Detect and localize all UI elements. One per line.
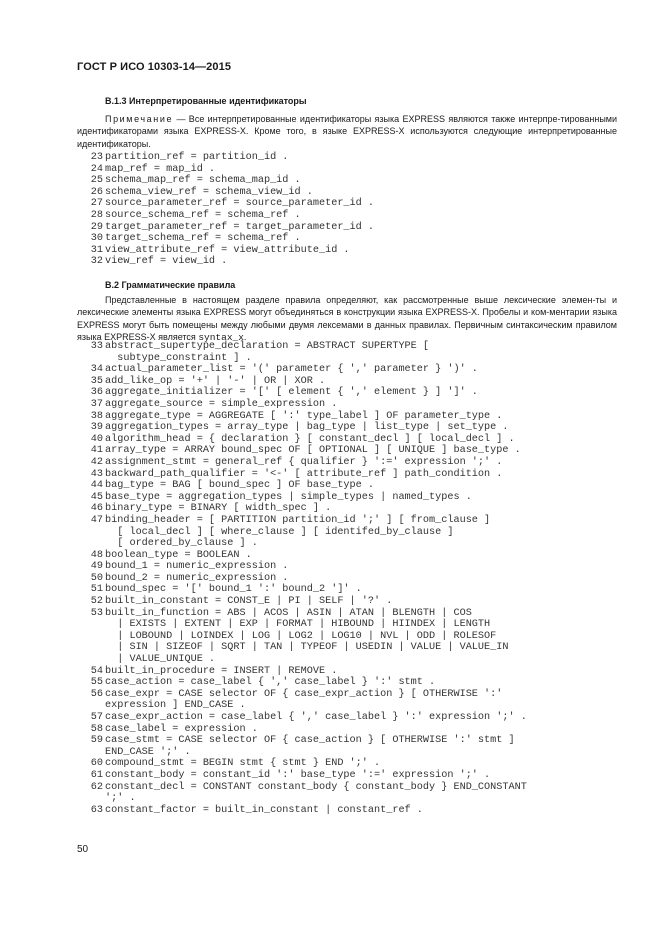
rule-number: 39 [90, 422, 103, 434]
rule-text: view_ref = view_id . [105, 256, 228, 268]
grammar-rule-line [80, 503, 527, 515]
grammar-rule-line [80, 152, 374, 164]
rule-text: expression ] END_CASE . [105, 700, 246, 712]
rule-text: bound_1 = numeric_expression . [105, 561, 289, 573]
rule-text: ';' . [105, 793, 136, 805]
rule-text: bag_type = BAG [ bound_spec ] OF base_type . [105, 480, 374, 492]
rule-text: target_parameter_ref = target_parameter_id . [105, 221, 374, 233]
rule-text: constant_factor = built_in_constant | constant_ref . [105, 804, 423, 816]
rule-number: 57 [90, 712, 103, 723]
rule-number [80, 538, 105, 550]
grammar-rule-line [80, 631, 527, 643]
grammar-rule-line [80, 735, 527, 747]
rule-text: aggregate_type = AGGREGATE [ ':' type_label ] OF parameter_type . [105, 410, 503, 422]
note-paragraph [77, 113, 617, 150]
rule-number: 63 [90, 804, 103, 816]
rule-text: built_in_constant = CONST_E | PI | SELF | '?' . [105, 596, 393, 608]
rule-number: 51 [90, 584, 103, 596]
grammar-rule-line [80, 175, 374, 187]
rule-number [80, 654, 105, 666]
grammar-rule-line [80, 480, 527, 492]
rule-number [80, 619, 105, 631]
rule-number [80, 747, 105, 759]
document-header: ГОСТ Р ИСО 10303-14—2015 [77, 61, 232, 73]
grammar-rule-line [80, 492, 527, 504]
rule-number: 46 [90, 503, 103, 515]
rule-number: 25 [90, 175, 103, 187]
rule-text: END_CASE ';' . [105, 746, 191, 758]
rule-text: binding_header = [ PARTITION partition_id ';' ] [ from_clause ] [105, 514, 491, 526]
grammar-rule-line [80, 561, 527, 573]
rule-number: 47 [90, 514, 103, 526]
rule-text: constant_body = constant_id ':' base_type ':=' expression ';' . [105, 769, 491, 781]
grammar-rule-line [80, 666, 527, 678]
grammar-rule-line [80, 341, 527, 353]
rule-text: built_in_function = ABS | ACOS | ASIN | ATAN | BLENGTH | COS [105, 607, 472, 619]
rule-text: view_attribute_ref = view_attribute_id . [105, 244, 350, 256]
rule-text: [ local_decl ] [ where_clause ] [ identifed_by_clause ] [105, 526, 454, 538]
grammar-rule-line [80, 538, 527, 550]
rule-number: 24 [90, 163, 103, 175]
rule-number: 41 [90, 445, 103, 457]
rule-number: 30 [90, 233, 103, 245]
rule-text: assignment_stmt = general_ref { qualifier } ':=' expression ';' . [105, 456, 503, 468]
rule-text: compound_stmt = BEGIN stmt { stmt } END ';' . [105, 758, 381, 770]
rule-number: 48 [90, 549, 103, 561]
rule-number [80, 631, 105, 643]
rule-number: 59 [90, 735, 103, 747]
grammar-rule-line [80, 758, 527, 770]
rule-text: algorithm_head = { declaration } [ constant_decl ] [ local_decl ] . [105, 433, 515, 445]
grammar-rule-line [80, 515, 527, 527]
rule-text: case_label = expression . [105, 723, 258, 735]
rule-number: 29 [90, 221, 103, 233]
grammar-rule-line [80, 642, 527, 654]
rule-text: schema_map_ref = schema_map_id . [105, 175, 301, 187]
rule-text: boolean_type = BOOLEAN . [105, 549, 252, 561]
grammar-rule-line [80, 457, 527, 469]
rule-number: 52 [90, 596, 103, 608]
grammar-intro-text: Представленные в настоящем разделе правила определяют, как рассмотренные выше лексические элемен-ты и лексические элементы языка EXPRESS могут объединяться в конструкции языка EXPRESS-X. Пробелы и ком-ментарии языка EXPRESS могут быть помещены между любыми двумя лексемами в данных правилах. Первичным синтаксическим правилом языка EXPRESS-X является [77, 295, 617, 343]
rule-number: 31 [90, 244, 103, 256]
rule-number: 58 [90, 723, 103, 735]
grammar-intro-code: syntax_x [198, 332, 244, 344]
rule-number: 44 [90, 480, 103, 492]
rule-number: 32 [90, 256, 103, 268]
grammar-rule-line [80, 619, 527, 631]
grammar-rule-line [80, 700, 527, 712]
grammar-intro-end: . [243, 332, 247, 343]
rule-text: partition_ref = partition_id . [105, 152, 289, 163]
rule-number: 23 [90, 152, 103, 163]
rule-text: backward_path_qualifier = '<-' [ attribute_ref ] path_condition . [105, 468, 503, 480]
grammar-intro-paragraph [77, 294, 617, 345]
rule-number: 49 [90, 561, 103, 573]
grammar-rule-line [80, 608, 527, 620]
grammar-rule-line [80, 573, 527, 585]
rule-number: 33 [90, 341, 103, 352]
rule-number: 54 [90, 665, 103, 677]
grammar-rule-line [80, 654, 527, 666]
grammar-rule-line [80, 596, 527, 608]
rule-text: bound_spec = '[' bound_1 ':' bound_2 ']' . [105, 584, 362, 596]
rule-text: subtype_constraint ] . [105, 352, 252, 364]
rule-number: 43 [90, 468, 103, 480]
grammar-rule-line [80, 805, 527, 817]
rule-number [80, 353, 105, 365]
rule-number: 36 [90, 387, 103, 399]
rule-text: case_expr = CASE selector OF { case_expr_action } [ OTHERWISE ':' [105, 688, 503, 700]
page-number: 50 [77, 844, 89, 855]
rule-text: array_type = ARRAY bound_spec OF [ OPTIONAL ] [ UNIQUE ] base_type . [105, 445, 521, 457]
rule-number: 34 [90, 364, 103, 376]
rule-number: 61 [90, 769, 103, 781]
rule-number: 35 [90, 375, 103, 387]
rule-text: map_ref = map_id . [105, 163, 216, 175]
grammar-rule-line [80, 387, 527, 399]
rule-number: 28 [90, 209, 103, 221]
grammar-rule-line [80, 747, 527, 759]
grammar-rule-line [80, 198, 374, 210]
grammar-rule-line [80, 399, 527, 411]
grammar-rule-line [80, 712, 527, 724]
rule-number [80, 527, 105, 539]
rule-number: 45 [90, 491, 103, 503]
grammar-rule-line [80, 164, 374, 176]
rule-number: 60 [90, 758, 103, 770]
rule-text: aggregation_types = array_type | bag_type | list_type | set_type . [105, 422, 509, 434]
grammar-rule-line [80, 233, 374, 245]
grammar-rule-line [80, 434, 527, 446]
grammar-rule-line [80, 376, 527, 388]
grammar-rule-line [80, 411, 527, 423]
rule-number [80, 793, 105, 805]
grammar-rule-line [80, 187, 374, 199]
rules-list-b [80, 341, 527, 816]
rule-text: bound_2 = numeric_expression . [105, 572, 289, 584]
rule-text: aggregate_initializer = '[' [ element { ',' element } ] ']' . [105, 387, 478, 399]
rule-number [80, 642, 105, 654]
rule-number: 53 [90, 607, 103, 619]
grammar-rule-line [80, 222, 374, 234]
rule-text: actual_parameter_list = '(' parameter { ',' parameter } ')' . [105, 364, 478, 376]
rule-number: 27 [90, 198, 103, 210]
section-title-b13: В.1.3 Интерпретированные идентификаторы [105, 96, 307, 106]
grammar-rule-line [80, 527, 527, 539]
grammar-rule-line [80, 793, 527, 805]
rule-number: 40 [90, 433, 103, 445]
rule-text: case_stmt = CASE selector OF { case_action } [ OTHERWISE ':' stmt ] [105, 735, 515, 747]
rule-text: binary_type = BINARY [ width_spec ] . [105, 503, 332, 515]
rule-number: 42 [90, 456, 103, 468]
rule-text: constant_decl = CONSTANT constant_body { constant_body } END_CONSTANT [105, 781, 527, 793]
rule-number: 37 [90, 398, 103, 410]
rule-text: [ ordered_by_clause ] . [105, 538, 258, 550]
grammar-rule-line [80, 245, 374, 257]
grammar-rule-line [80, 445, 527, 457]
rule-text: built_in_procedure = INSERT | REMOVE . [105, 665, 338, 677]
rule-text: base_type = aggregation_types | simple_types | named_types . [105, 491, 472, 503]
rule-text: source_parameter_ref = source_parameter_id . [105, 198, 374, 210]
rule-text: case_expr_action = case_label { ',' case_label } ':' expression ';' . [105, 712, 527, 723]
rules-list-a [80, 152, 374, 268]
section-title-b2: В.2 Грамматические правила [105, 280, 236, 290]
rule-text: add_like_op = '+' | '-' | OR | XOR . [105, 375, 326, 387]
grammar-rule-line [80, 782, 527, 794]
rule-number: 50 [90, 572, 103, 584]
rule-number [80, 700, 105, 712]
rule-text: source_schema_ref = schema_ref . [105, 209, 301, 221]
grammar-rule-line [80, 770, 527, 782]
rule-text: aggregate_source = simple_expression . [105, 398, 338, 410]
rule-number: 55 [90, 677, 103, 689]
note-text: — Все интерпретированные идентификаторы языка EXPRESS являются также интерпре-тированными идентификаторами языка EXPRESS-X. Кроме того, в языке EXPRESS-X используются следующие интерпретированные идентификаторы. [77, 114, 617, 149]
grammar-rule-line [80, 422, 527, 434]
rule-number: 56 [90, 688, 103, 700]
rule-text: | VALUE_UNIQUE . [105, 654, 216, 666]
rule-text: | LOBOUND | LOINDEX | LOG | LOG2 | LOG10 | NVL | ODD | ROLESOF [105, 630, 497, 642]
rule-text: | EXISTS | EXTENT | EXP | FORMAT | HIBOUND | HIINDEX | LENGTH [105, 619, 491, 631]
grammar-rule-line [80, 210, 374, 222]
grammar-rule-line [80, 353, 527, 365]
rule-number: 26 [90, 186, 103, 198]
grammar-rule-line [80, 364, 527, 376]
grammar-rule-line [80, 256, 374, 268]
grammar-rule-line [80, 550, 527, 562]
rule-number: 38 [90, 410, 103, 422]
rule-text: case_action = case_label { ',' case_label } ':' stmt . [105, 677, 436, 689]
rule-number: 62 [90, 781, 103, 793]
grammar-rule-line [80, 724, 527, 736]
note-label: Примечание [105, 114, 174, 124]
rule-text: | SIN | SIZEOF | SQRT | TAN | TYPEOF | USEDIN | VALUE | VALUE_IN [105, 642, 509, 654]
rule-text: abstract_supertype_declaration = ABSTRACT SUPERTYPE [ [105, 341, 430, 352]
grammar-rule-line [80, 584, 527, 596]
rule-text: target_schema_ref = schema_ref . [105, 233, 301, 245]
grammar-rule-line [80, 689, 527, 701]
rule-text: schema_view_ref = schema_view_id . [105, 186, 313, 198]
grammar-rule-line [80, 677, 527, 689]
grammar-rule-line [80, 469, 527, 481]
